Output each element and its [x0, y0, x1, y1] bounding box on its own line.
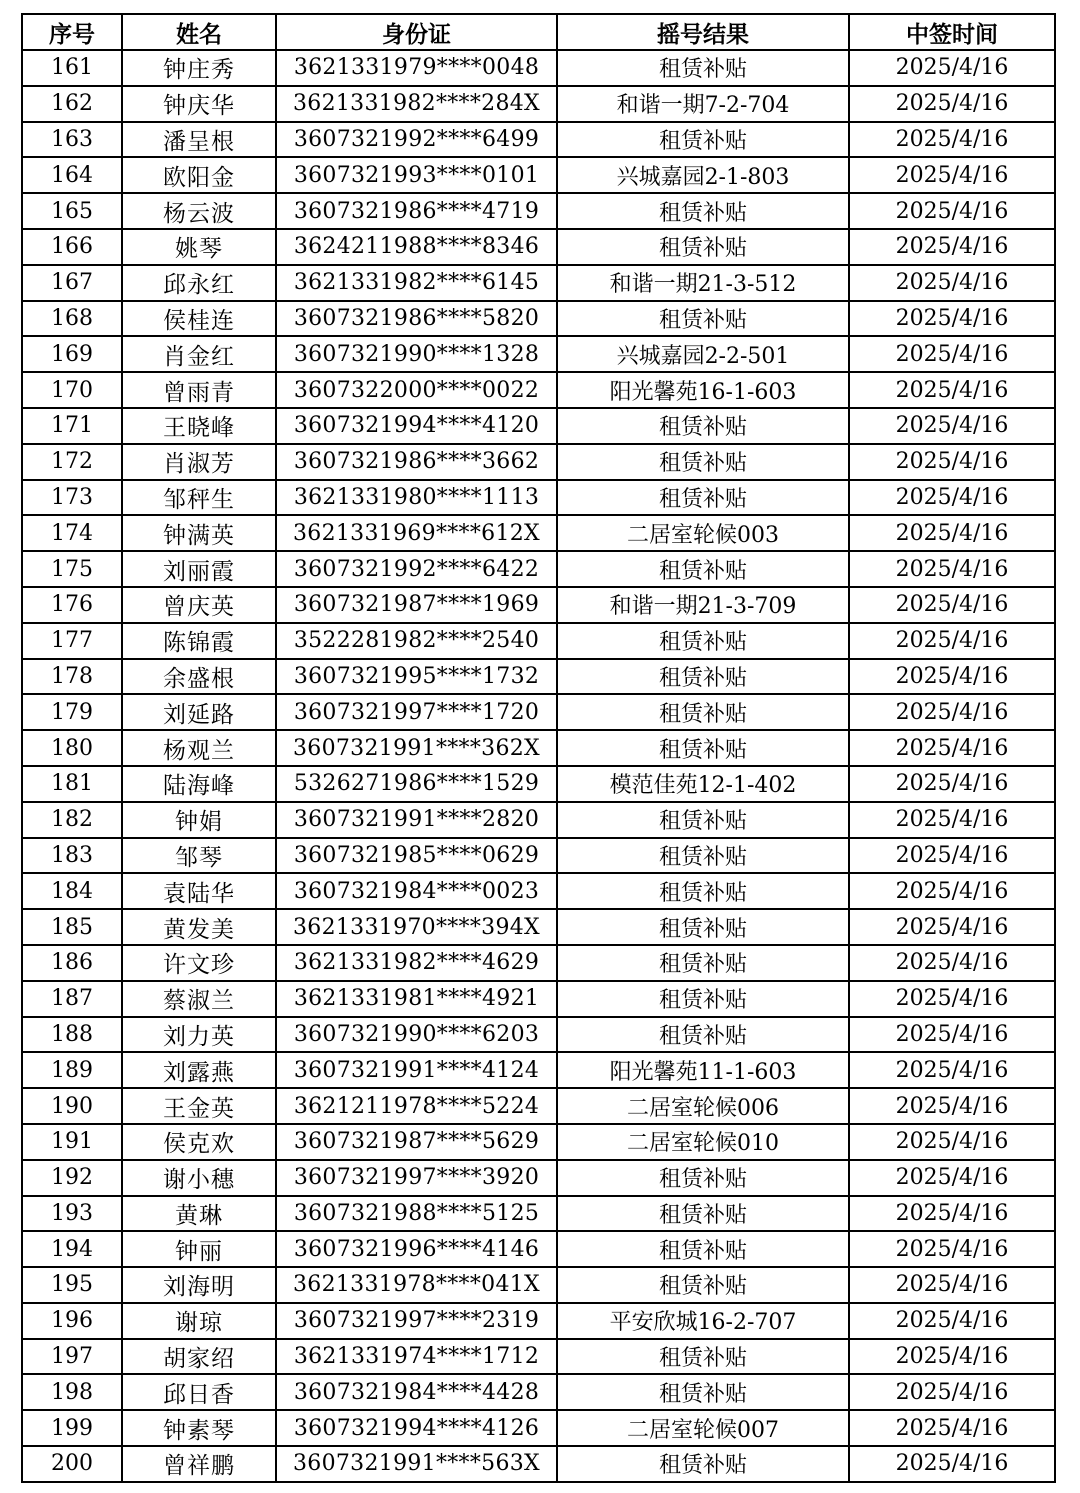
cell-date: 2025/4/16 — [849, 229, 1055, 265]
cell-result: 兴城嘉园2-1-803 — [557, 157, 849, 193]
cell-id-card: 3621331979****0048 — [276, 50, 557, 86]
cell-date: 2025/4/16 — [849, 587, 1055, 623]
cell-result: 平安欣城16-2-707 — [557, 1303, 849, 1339]
cell-seq: 189 — [22, 1052, 122, 1088]
cell-result: 租赁补贴 — [557, 694, 849, 730]
table-row — [22, 1124, 1055, 1160]
cell-result: 租赁补贴 — [557, 623, 849, 659]
cell-name: 胡家绍 — [122, 1339, 276, 1375]
cell-date: 2025/4/16 — [849, 372, 1055, 408]
cell-date: 2025/4/16 — [849, 1267, 1055, 1303]
cell-id-card: 3621331980****1113 — [276, 480, 557, 516]
cell-seq: 162 — [22, 86, 122, 122]
cell-name: 刘露燕 — [122, 1052, 276, 1088]
cell-id-card: 3607321994****4120 — [276, 408, 557, 444]
cell-seq: 192 — [22, 1160, 122, 1196]
cell-name: 王晓峰 — [122, 408, 276, 444]
cell-name: 钟丽 — [122, 1231, 276, 1267]
cell-id-card: 3621331969****612X — [276, 515, 557, 551]
cell-seq: 197 — [22, 1339, 122, 1375]
cell-id-card: 3621331974****1712 — [276, 1339, 557, 1375]
cell-name: 蔡淑兰 — [122, 981, 276, 1017]
table-row — [22, 229, 1055, 265]
cell-seq: 178 — [22, 659, 122, 695]
cell-name: 曾祥鹏 — [122, 1446, 276, 1482]
cell-id-card: 3607321984****0023 — [276, 873, 557, 909]
cell-seq: 195 — [22, 1267, 122, 1303]
cell-date: 2025/4/16 — [849, 480, 1055, 516]
table-row — [22, 408, 1055, 444]
cell-result: 租赁补贴 — [557, 1339, 849, 1375]
table-row — [22, 1088, 1055, 1124]
cell-name: 钟素琴 — [122, 1410, 276, 1446]
cell-id-card: 3607322000****0022 — [276, 372, 557, 408]
cell-seq: 171 — [22, 408, 122, 444]
cell-result: 租赁补贴 — [557, 551, 849, 587]
cell-date: 2025/4/16 — [849, 1196, 1055, 1232]
cell-result: 租赁补贴 — [557, 1017, 849, 1053]
cell-name: 谢小穗 — [122, 1160, 276, 1196]
cell-result: 二居室轮候007 — [557, 1410, 849, 1446]
cell-date: 2025/4/16 — [849, 301, 1055, 337]
cell-date: 2025/4/16 — [849, 408, 1055, 444]
cell-name: 杨云波 — [122, 193, 276, 229]
cell-date: 2025/4/16 — [849, 336, 1055, 372]
cell-seq: 167 — [22, 265, 122, 301]
cell-date: 2025/4/16 — [849, 551, 1055, 587]
cell-id-card: 3621331982****4629 — [276, 945, 557, 981]
cell-date: 2025/4/16 — [849, 50, 1055, 86]
cell-name: 钟庄秀 — [122, 50, 276, 86]
cell-date: 2025/4/16 — [849, 802, 1055, 838]
cell-name: 陈锦霞 — [122, 623, 276, 659]
table-row — [22, 515, 1055, 551]
cell-result: 二居室轮候003 — [557, 515, 849, 551]
table-row — [22, 945, 1055, 981]
cell-name: 邱永红 — [122, 265, 276, 301]
cell-result: 租赁补贴 — [557, 122, 849, 158]
cell-seq: 170 — [22, 372, 122, 408]
cell-date: 2025/4/16 — [849, 444, 1055, 480]
cell-seq: 163 — [22, 122, 122, 158]
cell-result: 租赁补贴 — [557, 1446, 849, 1482]
header-name: 姓名 — [122, 14, 276, 50]
cell-result: 租赁补贴 — [557, 981, 849, 1017]
cell-name: 刘丽霞 — [122, 551, 276, 587]
table-row — [22, 730, 1055, 766]
header-result: 摇号结果 — [557, 14, 849, 50]
cell-id-card: 3607321994****4126 — [276, 1410, 557, 1446]
table-row — [22, 265, 1055, 301]
table-row — [22, 1339, 1055, 1375]
table-row — [22, 336, 1055, 372]
cell-date: 2025/4/16 — [849, 122, 1055, 158]
cell-name: 侯克欢 — [122, 1124, 276, 1160]
cell-result: 租赁补贴 — [557, 1196, 849, 1232]
cell-date: 2025/4/16 — [849, 1374, 1055, 1410]
cell-seq: 188 — [22, 1017, 122, 1053]
lottery-results-table — [21, 13, 1056, 1483]
cell-date: 2025/4/16 — [849, 1339, 1055, 1375]
cell-result: 租赁补贴 — [557, 838, 849, 874]
cell-date: 2025/4/16 — [849, 157, 1055, 193]
cell-result: 阳光馨苑16-1-603 — [557, 372, 849, 408]
cell-name: 邹琴 — [122, 838, 276, 874]
table-row — [22, 444, 1055, 480]
cell-id-card: 3607321987****5629 — [276, 1124, 557, 1160]
cell-result: 阳光馨苑11-1-603 — [557, 1052, 849, 1088]
cell-seq: 183 — [22, 838, 122, 874]
cell-name: 许文珍 — [122, 945, 276, 981]
cell-id-card: 3607321997****3920 — [276, 1160, 557, 1196]
cell-id-card: 3607321991****362X — [276, 730, 557, 766]
cell-seq: 161 — [22, 50, 122, 86]
cell-name: 钟庆华 — [122, 86, 276, 122]
cell-date: 2025/4/16 — [849, 1052, 1055, 1088]
table-row — [22, 766, 1055, 802]
cell-name: 刘海明 — [122, 1267, 276, 1303]
cell-seq: 185 — [22, 909, 122, 945]
cell-id-card: 3607321993****0101 — [276, 157, 557, 193]
cell-seq: 200 — [22, 1446, 122, 1482]
cell-date: 2025/4/16 — [849, 873, 1055, 909]
cell-date: 2025/4/16 — [849, 766, 1055, 802]
cell-result: 租赁补贴 — [557, 301, 849, 337]
cell-date: 2025/4/16 — [849, 945, 1055, 981]
table-row — [22, 1374, 1055, 1410]
cell-name: 欧阳金 — [122, 157, 276, 193]
cell-result: 租赁补贴 — [557, 659, 849, 695]
cell-name: 袁陆华 — [122, 873, 276, 909]
cell-seq: 191 — [22, 1124, 122, 1160]
cell-result: 和谐一期21-3-709 — [557, 587, 849, 623]
cell-seq: 172 — [22, 444, 122, 480]
cell-date: 2025/4/16 — [849, 623, 1055, 659]
cell-result: 租赁补贴 — [557, 802, 849, 838]
cell-id-card: 3607321992****6499 — [276, 122, 557, 158]
cell-date: 2025/4/16 — [849, 659, 1055, 695]
cell-id-card: 3607321988****5125 — [276, 1196, 557, 1232]
table-row — [22, 50, 1055, 86]
cell-id-card: 3607321986****4719 — [276, 193, 557, 229]
cell-date: 2025/4/16 — [849, 1088, 1055, 1124]
table-row — [22, 873, 1055, 909]
cell-seq: 186 — [22, 945, 122, 981]
cell-id-card: 3607321995****1732 — [276, 659, 557, 695]
table-row — [22, 1303, 1055, 1339]
cell-id-card: 3607321991****4124 — [276, 1052, 557, 1088]
cell-date: 2025/4/16 — [849, 1303, 1055, 1339]
cell-id-card: 3607321990****1328 — [276, 336, 557, 372]
table-row — [22, 838, 1055, 874]
cell-name: 陆海峰 — [122, 766, 276, 802]
cell-id-card: 3621331970****394X — [276, 909, 557, 945]
cell-result: 和谐一期7-2-704 — [557, 86, 849, 122]
table-row — [22, 301, 1055, 337]
cell-id-card: 3607321997****1720 — [276, 694, 557, 730]
cell-date: 2025/4/16 — [849, 981, 1055, 1017]
header-row — [22, 14, 1055, 50]
cell-id-card: 3607321986****3662 — [276, 444, 557, 480]
cell-seq: 165 — [22, 193, 122, 229]
cell-name: 邱日香 — [122, 1374, 276, 1410]
cell-id-card: 5326271986****1529 — [276, 766, 557, 802]
table-row — [22, 372, 1055, 408]
cell-id-card: 3621331982****284X — [276, 86, 557, 122]
table-row — [22, 694, 1055, 730]
cell-result: 租赁补贴 — [557, 945, 849, 981]
cell-seq: 187 — [22, 981, 122, 1017]
table-header — [22, 14, 1055, 50]
table-row — [22, 480, 1055, 516]
cell-seq: 176 — [22, 587, 122, 623]
cell-name: 曾雨青 — [122, 372, 276, 408]
cell-result: 二居室轮候006 — [557, 1088, 849, 1124]
table-row — [22, 659, 1055, 695]
cell-seq: 196 — [22, 1303, 122, 1339]
table-row — [22, 551, 1055, 587]
cell-id-card: 3607321984****4428 — [276, 1374, 557, 1410]
cell-result: 租赁补贴 — [557, 873, 849, 909]
table-row — [22, 122, 1055, 158]
table-row — [22, 623, 1055, 659]
cell-date: 2025/4/16 — [849, 86, 1055, 122]
table-row — [22, 157, 1055, 193]
cell-id-card: 3607321991****563X — [276, 1446, 557, 1482]
cell-name: 余盛根 — [122, 659, 276, 695]
cell-name: 钟娟 — [122, 802, 276, 838]
cell-date: 2025/4/16 — [849, 694, 1055, 730]
cell-id-card: 3607321985****0629 — [276, 838, 557, 874]
table-row — [22, 1231, 1055, 1267]
cell-name: 姚琴 — [122, 229, 276, 265]
cell-result: 租赁补贴 — [557, 909, 849, 945]
cell-seq: 181 — [22, 766, 122, 802]
cell-seq: 169 — [22, 336, 122, 372]
cell-date: 2025/4/16 — [849, 265, 1055, 301]
header-seq: 序号 — [22, 14, 122, 50]
table-row — [22, 1052, 1055, 1088]
cell-name: 钟满英 — [122, 515, 276, 551]
cell-result: 租赁补贴 — [557, 229, 849, 265]
table-row — [22, 802, 1055, 838]
cell-name: 曾庆英 — [122, 587, 276, 623]
cell-seq: 199 — [22, 1410, 122, 1446]
cell-id-card: 3621331982****6145 — [276, 265, 557, 301]
cell-name: 黄发美 — [122, 909, 276, 945]
cell-date: 2025/4/16 — [849, 1017, 1055, 1053]
cell-date: 2025/4/16 — [849, 730, 1055, 766]
table-body — [22, 50, 1055, 1482]
cell-seq: 166 — [22, 229, 122, 265]
cell-seq: 194 — [22, 1231, 122, 1267]
cell-result: 租赁补贴 — [557, 730, 849, 766]
cell-seq: 179 — [22, 694, 122, 730]
cell-id-card: 3607321996****4146 — [276, 1231, 557, 1267]
table-row — [22, 1410, 1055, 1446]
cell-seq: 190 — [22, 1088, 122, 1124]
cell-id-card: 3621211978****5224 — [276, 1088, 557, 1124]
cell-id-card: 3621331981****4921 — [276, 981, 557, 1017]
cell-id-card: 3607321986****5820 — [276, 301, 557, 337]
table-row — [22, 86, 1055, 122]
cell-name: 刘延路 — [122, 694, 276, 730]
header-date: 中签时间 — [849, 14, 1055, 50]
cell-result: 租赁补贴 — [557, 408, 849, 444]
cell-result: 租赁补贴 — [557, 1160, 849, 1196]
cell-result: 模范佳苑12-1-402 — [557, 766, 849, 802]
cell-seq: 175 — [22, 551, 122, 587]
cell-result: 租赁补贴 — [557, 480, 849, 516]
cell-date: 2025/4/16 — [849, 1410, 1055, 1446]
cell-result: 和谐一期21-3-512 — [557, 265, 849, 301]
table-row — [22, 587, 1055, 623]
cell-result: 租赁补贴 — [557, 193, 849, 229]
cell-date: 2025/4/16 — [849, 193, 1055, 229]
cell-name: 肖金红 — [122, 336, 276, 372]
cell-id-card: 3607321992****6422 — [276, 551, 557, 587]
table-row — [22, 1160, 1055, 1196]
table-row — [22, 1196, 1055, 1232]
cell-seq: 164 — [22, 157, 122, 193]
cell-id-card: 3624211988****8346 — [276, 229, 557, 265]
cell-id-card: 3607321990****6203 — [276, 1017, 557, 1053]
cell-name: 黄琳 — [122, 1196, 276, 1232]
cell-id-card: 3607321997****2319 — [276, 1303, 557, 1339]
cell-seq: 198 — [22, 1374, 122, 1410]
cell-seq: 184 — [22, 873, 122, 909]
cell-result: 租赁补贴 — [557, 50, 849, 86]
table-row — [22, 1446, 1055, 1482]
header-id-card: 身份证 — [276, 14, 557, 50]
table-row — [22, 981, 1055, 1017]
cell-name: 王金英 — [122, 1088, 276, 1124]
cell-seq: 177 — [22, 623, 122, 659]
cell-result: 兴城嘉园2-2-501 — [557, 336, 849, 372]
cell-id-card: 3621331978****041X — [276, 1267, 557, 1303]
table-row — [22, 1017, 1055, 1053]
cell-seq: 173 — [22, 480, 122, 516]
cell-name: 潘呈根 — [122, 122, 276, 158]
cell-seq: 193 — [22, 1196, 122, 1232]
cell-name: 杨观兰 — [122, 730, 276, 766]
cell-result: 租赁补贴 — [557, 1231, 849, 1267]
cell-date: 2025/4/16 — [849, 1231, 1055, 1267]
cell-id-card: 3607321987****1969 — [276, 587, 557, 623]
cell-name: 侯桂连 — [122, 301, 276, 337]
cell-seq: 174 — [22, 515, 122, 551]
cell-result: 租赁补贴 — [557, 1267, 849, 1303]
cell-date: 2025/4/16 — [849, 838, 1055, 874]
cell-result: 二居室轮候010 — [557, 1124, 849, 1160]
cell-date: 2025/4/16 — [849, 515, 1055, 551]
cell-seq: 182 — [22, 802, 122, 838]
table-row — [22, 193, 1055, 229]
cell-seq: 180 — [22, 730, 122, 766]
cell-date: 2025/4/16 — [849, 1160, 1055, 1196]
cell-date: 2025/4/16 — [849, 1446, 1055, 1482]
cell-id-card: 3522281982****2540 — [276, 623, 557, 659]
cell-result: 租赁补贴 — [557, 1374, 849, 1410]
cell-seq: 168 — [22, 301, 122, 337]
cell-id-card: 3607321991****2820 — [276, 802, 557, 838]
cell-date: 2025/4/16 — [849, 1124, 1055, 1160]
cell-name: 邹秤生 — [122, 480, 276, 516]
cell-name: 谢琼 — [122, 1303, 276, 1339]
cell-date: 2025/4/16 — [849, 909, 1055, 945]
cell-name: 刘力英 — [122, 1017, 276, 1053]
cell-result: 租赁补贴 — [557, 444, 849, 480]
table-row — [22, 909, 1055, 945]
table-row — [22, 1267, 1055, 1303]
cell-name: 肖淑芳 — [122, 444, 276, 480]
